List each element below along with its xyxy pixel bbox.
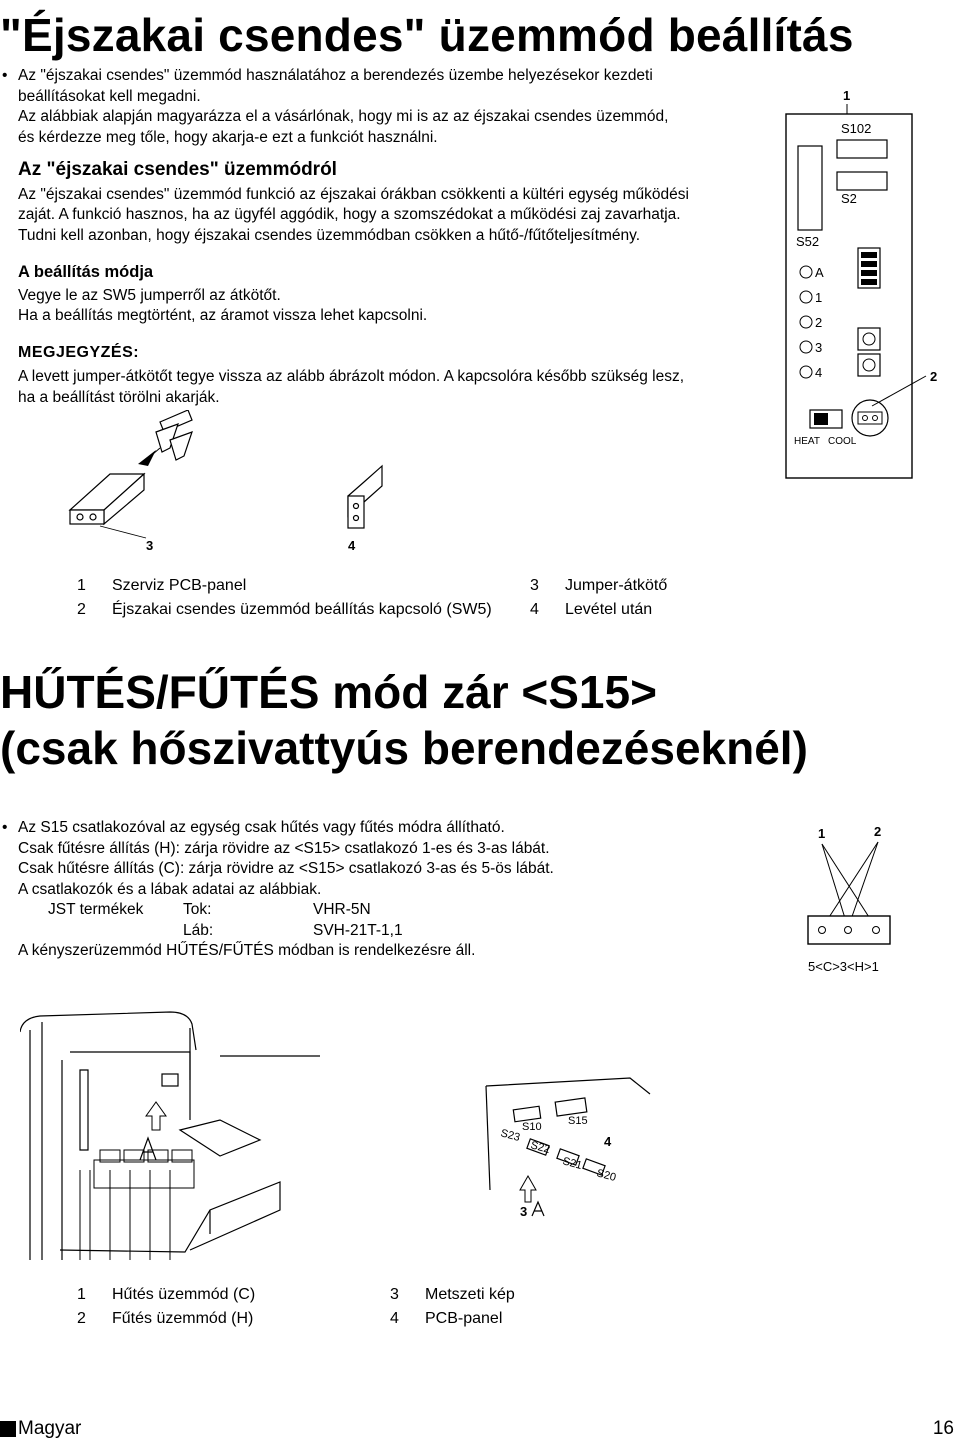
about-heading: Az "éjszakai csendes" üzemmódról — [18, 159, 337, 180]
s15-line: Csak fűtésre állítás (H): zárja rövidre az <S15> csatlakozó 1-es és 3-as lábát. — [18, 839, 550, 857]
cool-label: COOL — [828, 436, 857, 447]
s2-label: S2 — [841, 191, 857, 206]
legend-text: Metszeti kép — [425, 1286, 515, 1303]
bullet-dot: • — [2, 819, 8, 836]
about-line: Az "éjszakai csendes" üzemmód funkció az éjszakai órákban csökkenti a kültéri egység működési — [18, 185, 689, 203]
callout-1: 1 — [843, 88, 851, 103]
square-bullet-icon — [0, 1421, 16, 1437]
footer-language — [0, 1418, 81, 1440]
jumper-block — [70, 474, 144, 524]
heat-label: HEAT — [794, 436, 820, 447]
s10-label: S10 — [522, 1121, 542, 1133]
s102-connector — [837, 140, 887, 158]
s15-label: S15 — [568, 1115, 588, 1127]
s21-label: S21 — [561, 1155, 584, 1172]
section2-body — [0, 818, 760, 962]
callout-1: 1 — [818, 826, 826, 841]
s15-line: Az S15 csatlakozóval az egység csak hűtés vagy fűtés módra állítható. — [18, 819, 505, 836]
legend-number: 2 — [77, 1310, 86, 1327]
up-arrow-icon — [520, 1176, 536, 1202]
section1-body — [0, 66, 770, 148]
led-label-4: 4 — [815, 365, 823, 380]
intro-line: Az alábbiak alapján magyarázza el a vásárlónak, hogy mi is az az éjszakai csendes üzemmód, — [18, 108, 669, 125]
removed-jumper — [348, 466, 382, 528]
unit-side-panel — [80, 1150, 194, 1260]
section1-legend — [77, 574, 667, 622]
callout-3: 3 — [146, 538, 154, 553]
up-arrow-icon — [146, 1102, 166, 1130]
about-line: zaját. A funkció hasznos, ha az ügyfél aggódik, hogy a szomszédokat a működési zaj zavarhatja. — [18, 206, 681, 223]
led-label-2: 2 — [815, 315, 823, 330]
legend-number: 4 — [530, 601, 539, 618]
legend-number: 1 — [77, 1286, 86, 1303]
led-label-1: 1 — [815, 290, 823, 305]
s15-connector-figure — [800, 820, 910, 980]
s15-last-line: A kényszerüzemmód HŰTÉS/FŰTÉS módban is rendelkezésre áll. — [18, 942, 476, 959]
lab-label: Láb: — [183, 921, 214, 939]
legend-text: Fűtés üzemmód (H) — [112, 1310, 254, 1327]
intro-line: és kérdezze meg tőle, hogy akarja-e ezt a funkciót használni. — [18, 128, 438, 146]
s22-label: S22 — [529, 1139, 552, 1156]
legend-text: Szerviz PCB-panel — [112, 577, 247, 594]
page-number: 16 — [932, 1418, 954, 1439]
note-heading: MEGJEGYZÉS: — [18, 343, 140, 361]
legend-text: Hűtés üzemmód (C) — [112, 1286, 256, 1303]
method-line: Ha a beállítás megtörtént, az áramot vissza lehet kapcsolni. — [18, 307, 428, 324]
outdoor-unit-figure — [20, 1010, 670, 1270]
legend-number: 2 — [77, 601, 86, 618]
section2-title-line1: HŰTÉS/FŰTÉS mód zár <S15> — [0, 666, 657, 718]
intro-line: beállításokat kell megadni. — [18, 87, 201, 105]
s15-line: A csatlakozók és a lábak adatai az alábbiak. — [18, 880, 322, 898]
legend-text: Levétel után — [565, 601, 653, 618]
callout-3: 3 — [520, 1204, 528, 1219]
pcb-panel-figure — [780, 80, 960, 480]
callout-2: 2 — [930, 369, 938, 384]
tok-label: Tok: — [183, 901, 212, 918]
legend-number: 3 — [390, 1286, 399, 1303]
jst-row-tok — [18, 900, 760, 921]
down-arrow-icon — [138, 450, 156, 466]
callout-4: 4 — [604, 1134, 612, 1149]
led-label-a: A — [815, 265, 824, 280]
legend-number: 3 — [530, 577, 539, 594]
legend-text: Jumper-átkötő — [565, 577, 668, 594]
legend-text: Éjszakai csendes üzemmód beállítás kapcsoló (SW5) — [112, 601, 492, 618]
s2-connector — [837, 172, 887, 190]
jumper-figure — [60, 410, 400, 560]
jst-label: JST termékek — [48, 901, 144, 918]
pcb-outline — [786, 114, 912, 478]
section2-legend — [77, 1283, 515, 1331]
bullet-dot: • — [2, 67, 8, 84]
jst-row-lab — [18, 921, 760, 942]
note-line: A levett jumper-átkötőt tegye vissza az alább ábrázolt módon. A kapcsolóra később szükség lesz, — [18, 368, 685, 385]
method-line: Vegye le az SW5 jumperről az átkötőt. — [18, 286, 281, 304]
s20-label: S20 — [595, 1167, 618, 1184]
connector-body — [808, 916, 890, 944]
push-buttons — [858, 328, 880, 376]
sw5-jumper — [852, 400, 888, 436]
section-mark-icon — [532, 1202, 544, 1216]
s23-label: S23 — [499, 1127, 522, 1144]
legend-number: 1 — [77, 577, 86, 594]
section1-title: "Éjszakai csendes" üzemmód beállítás — [0, 9, 854, 61]
legend-text: PCB-panel — [425, 1310, 503, 1327]
callout-2: 2 — [874, 824, 882, 839]
s102-label: S102 — [841, 121, 872, 136]
legend-number: 4 — [390, 1310, 399, 1327]
about-section — [18, 160, 778, 408]
dip-switch — [858, 248, 880, 288]
jumper-pins — [156, 410, 192, 460]
s52-connector — [798, 146, 822, 230]
lab-value: SVH-21T-1,1 — [313, 921, 403, 939]
connector-caption: 5<C>3<H>1 — [808, 959, 879, 974]
s15-line: Csak hűtésre állítás (C): zárja rövidre az <S15> csatlakozó 3-as és 5-ös lábát. — [18, 860, 554, 877]
section2-title — [0, 664, 808, 776]
footer-language-label: Magyar — [18, 1418, 82, 1439]
intro-line: Az "éjszakai csendes" üzemmód használatához a berendezés üzembe helyezésekor kezdeti — [18, 67, 653, 84]
s52-label: S52 — [796, 234, 820, 249]
tok-value: VHR-5N — [313, 901, 371, 918]
method-heading: A beállítás módja — [18, 263, 154, 281]
callout-4: 4 — [348, 538, 356, 553]
led-indicators — [800, 266, 812, 378]
note-line: ha a beállítást törölni akarják. — [18, 388, 220, 406]
section2-title-line2: (csak hőszivattyús berendezéseknél) — [0, 722, 808, 774]
led-label-3: 3 — [815, 340, 823, 355]
about-line: Tudni kell azonban, hogy éjszakai csendes üzemmódban csökken a hűtő-/fűtőteljesítmény. — [18, 226, 641, 244]
